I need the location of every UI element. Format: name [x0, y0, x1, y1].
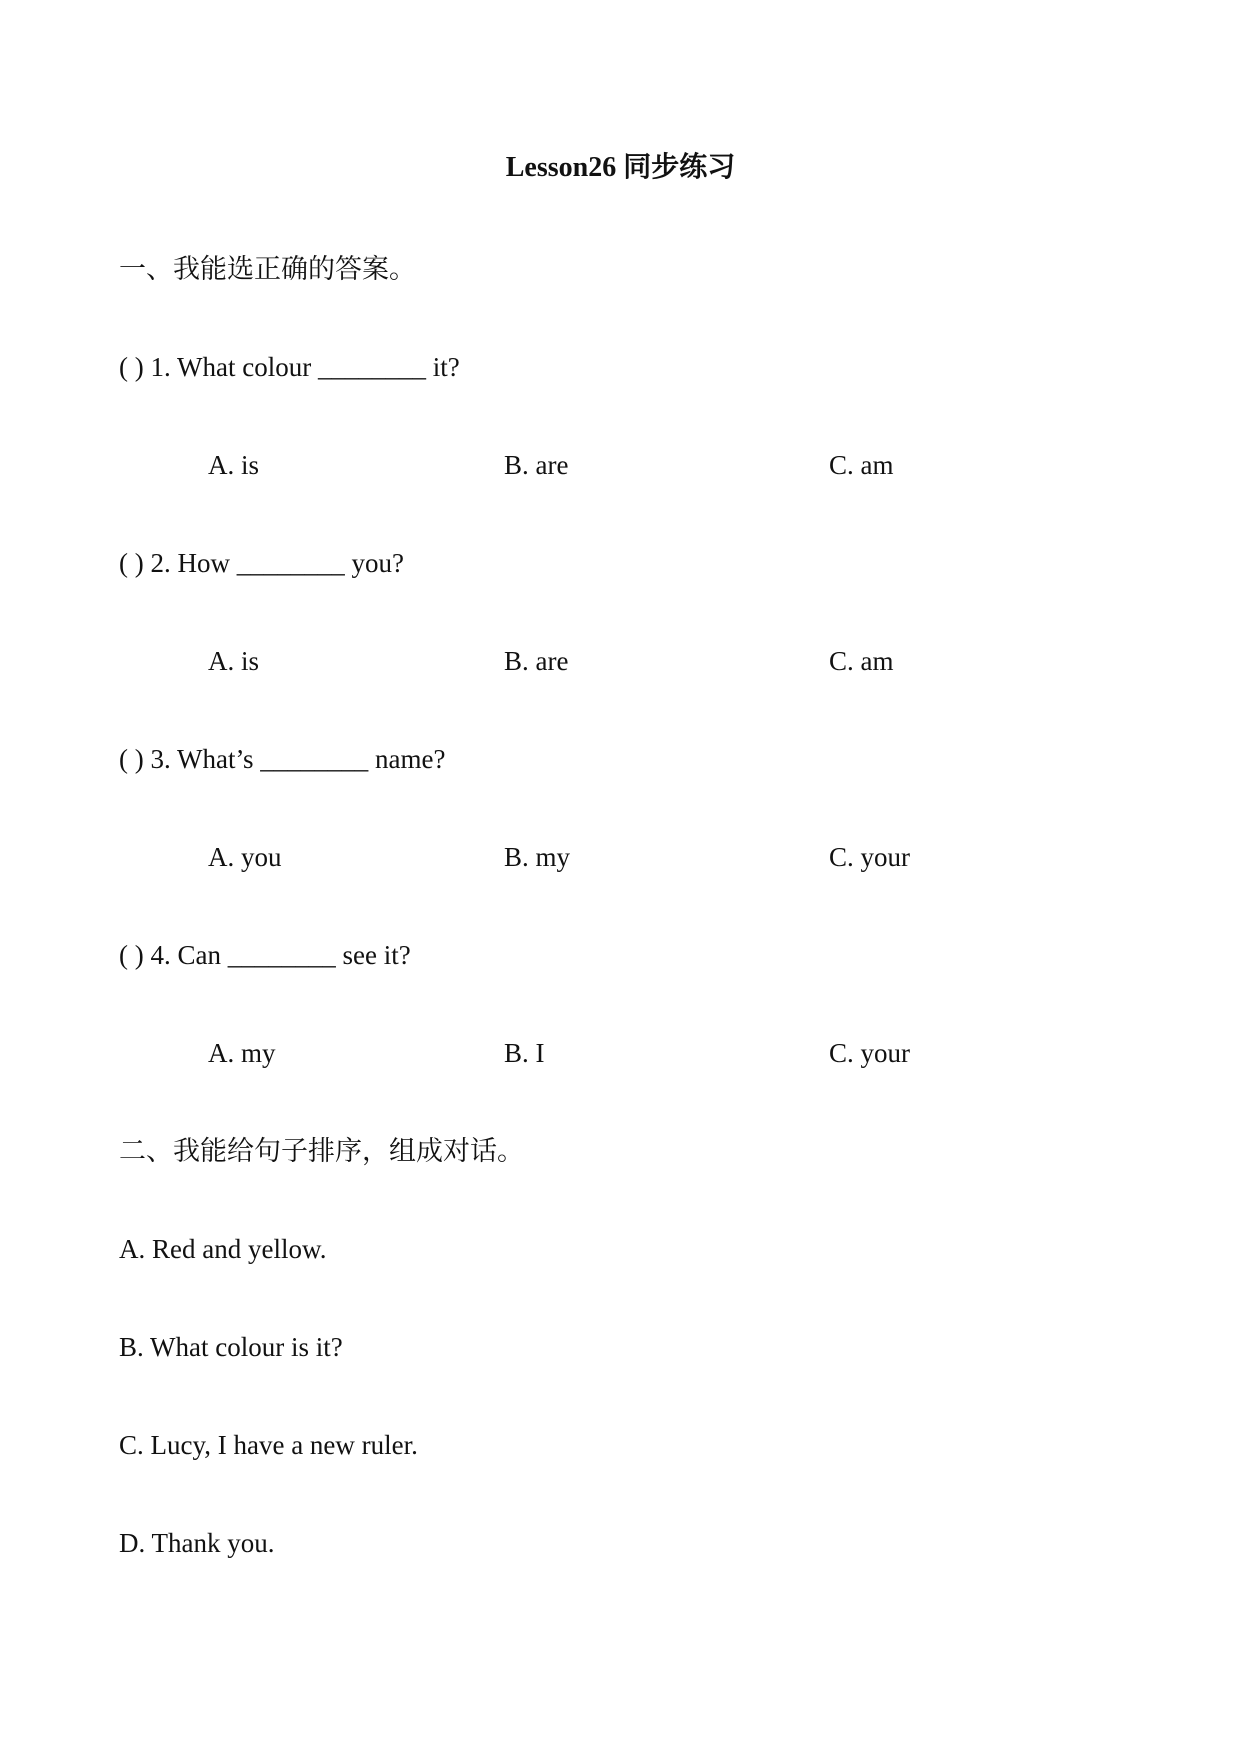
question-2-option-a: A. is	[208, 646, 260, 676]
question-4-option-c: C. your	[829, 1038, 910, 1068]
worksheet-title: Lesson26 同步练习	[505, 152, 736, 183]
question-1-stem: ( ) 1. What colour ________ it?	[119, 352, 460, 382]
question-3-option-c: C. your	[829, 842, 910, 872]
question-1-option-a: A. is	[208, 450, 260, 480]
question-1-option-b: B. are	[504, 450, 569, 480]
dialogue-sentence-a: A. Red and yellow.	[119, 1234, 327, 1264]
question-3-option-b: B. my	[504, 842, 571, 872]
question-4-stem: ( ) 4. Can ________ see it?	[119, 940, 411, 970]
dialogue-sentence-d: D. Thank you.	[119, 1528, 275, 1558]
question-4-option-a: A. my	[208, 1038, 276, 1068]
question-3-stem: ( ) 3. What’s ________ name?	[119, 744, 446, 774]
question-3-options	[0, 837, 1241, 877]
question-4-options	[0, 1033, 1241, 1073]
section-1-heading: 一、我能选正确的答案。	[119, 254, 416, 284]
question-3-option-a: A. you	[208, 842, 282, 872]
question-2-option-c: C. am	[829, 646, 894, 676]
dialogue-sentence-c: C. Lucy, I have a new ruler.	[119, 1430, 418, 1460]
question-4-option-b: B. I	[504, 1038, 545, 1068]
question-2-options	[0, 641, 1241, 681]
dialogue-sentence-b: B. What colour is it?	[119, 1332, 343, 1362]
question-2-stem: ( ) 2. How ________ you?	[119, 548, 404, 578]
question-1-option-c: C. am	[829, 450, 894, 480]
question-1-options	[0, 445, 1241, 485]
section-2-heading: 二、我能给句子排序，组成对话。	[119, 1136, 524, 1166]
question-2-option-b: B. are	[504, 646, 569, 676]
